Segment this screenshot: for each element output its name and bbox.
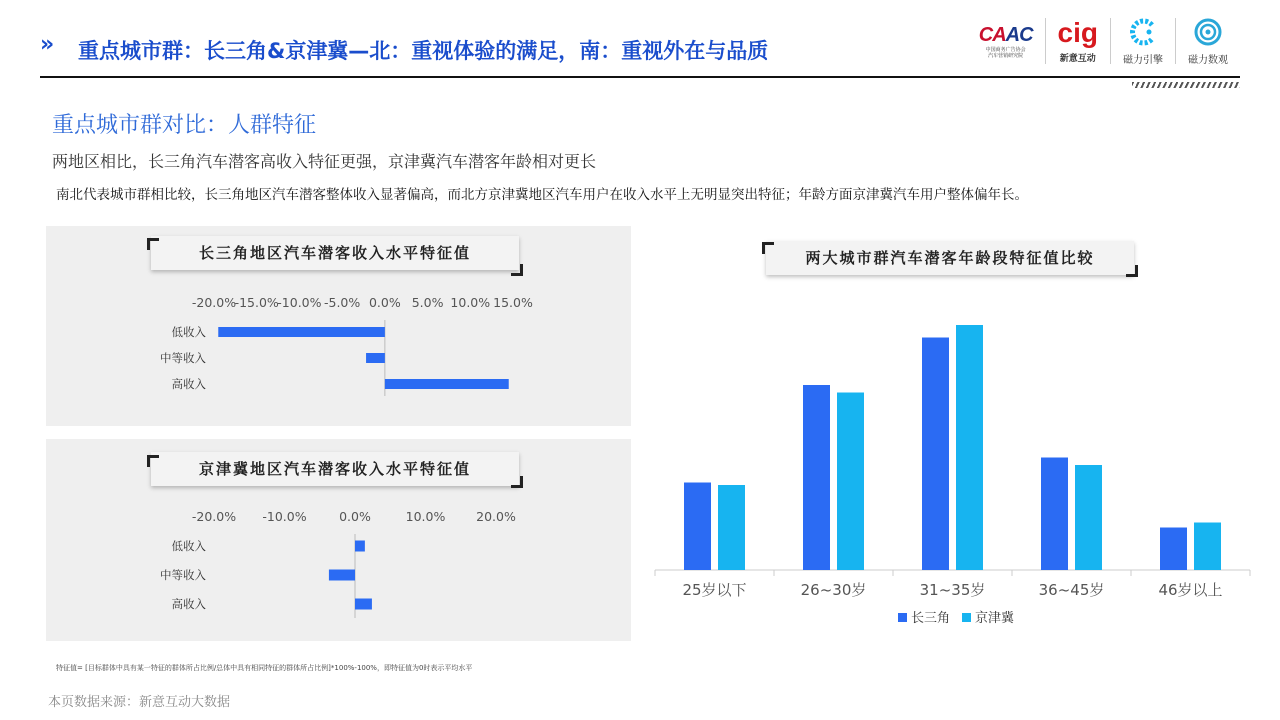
corner-bracket-icon	[147, 238, 159, 250]
corner-bracket-icon	[511, 264, 523, 276]
x-tick-label: 10.0%	[405, 509, 446, 524]
category-label: 低收入	[171, 325, 206, 339]
income-bar	[355, 599, 372, 610]
chart-title-age: 两大城市群汽车潜客年龄段特征值比较	[766, 241, 1134, 275]
category-label: 高收入	[171, 377, 206, 391]
cig-logo-mark: cig	[1057, 16, 1098, 48]
page-header	[0, 0, 1280, 80]
x-tick-label: 15.0%	[493, 295, 533, 310]
income-bar	[329, 570, 355, 581]
chart-age-groups	[640, 290, 1260, 640]
x-tick-label: 0.0%	[368, 295, 401, 310]
income-bar	[385, 379, 509, 389]
cig-logo-caption: 新意互动	[1059, 53, 1096, 64]
age-bar	[1041, 458, 1068, 571]
x-tick-label: 46岁以上	[1158, 581, 1223, 599]
age-bar	[922, 338, 949, 571]
x-tick-label: 20.0%	[476, 509, 516, 524]
clyq-logo	[1111, 14, 1175, 68]
category-label: 中等收入	[160, 568, 206, 582]
age-bar	[1160, 528, 1187, 571]
caac-logo	[967, 14, 1045, 68]
income-bar	[366, 353, 385, 363]
income-bar	[355, 541, 365, 552]
category-label: 中等收入	[160, 351, 206, 365]
hatch-decoration	[1132, 82, 1240, 88]
header-divider	[40, 76, 1240, 78]
legend-swatch	[898, 613, 907, 622]
legend-swatch	[962, 613, 971, 622]
clsg-logo-icon	[1193, 17, 1223, 47]
corner-bracket-icon	[1126, 265, 1138, 277]
x-tick-label: -15.0%	[234, 295, 279, 310]
corner-bracket-icon	[147, 455, 159, 467]
clyq-logo-caption: 磁力引擎	[1123, 54, 1163, 66]
x-tick-label: -5.0%	[324, 295, 361, 310]
age-bar	[1075, 465, 1102, 570]
x-tick-label: -20.0%	[191, 509, 237, 524]
age-bar	[684, 483, 711, 571]
section-title: 重点城市群对比：人群特征	[52, 113, 317, 138]
chart-title-bth-income: 京津冀地区汽车潜客收入水平特征值	[151, 452, 519, 486]
legend-label: 长三角	[911, 611, 951, 626]
x-tick-label: 26~30岁	[800, 581, 867, 599]
logo-bar	[967, 14, 1240, 68]
age-bar	[1194, 523, 1221, 571]
clsg-logo	[1176, 14, 1240, 68]
age-bar	[803, 385, 830, 570]
x-tick-label: 25岁以下	[682, 581, 747, 599]
age-bar	[956, 325, 983, 570]
cig-logo	[1046, 14, 1110, 68]
x-tick-label: 5.0%	[411, 295, 444, 310]
chart-yrd-income	[46, 286, 631, 416]
clyq-logo-icon	[1128, 17, 1158, 47]
x-tick-label: 31~35岁	[919, 581, 986, 599]
section-summary: 两地区相比，长三角汽车潜客高收入特征更强，京津冀汽车潜客年龄相对更长	[52, 152, 597, 171]
legend-label: 京津冀	[975, 611, 1015, 626]
x-tick-label: 10.0%	[450, 295, 491, 310]
category-label: 低收入	[171, 539, 206, 553]
title-arrows-icon: »	[40, 32, 49, 57]
footnote: 特征值= [目标群体中具有某一特征的群体所占比例/总体中具有相同特征的群体所占比例]*100%-100%，即特征值为0时表示平均水平	[56, 664, 473, 672]
income-bar	[218, 327, 385, 337]
clsg-logo-caption: 磁力数观	[1188, 54, 1228, 66]
x-tick-label: -20.0%	[191, 295, 237, 310]
caac-logo-sub1: 中国商务广告协会	[985, 46, 1026, 53]
page-title: 重点城市群：长三角&京津冀—北：重视体验的满足，南：重视外在与品质	[78, 39, 769, 63]
caac-logo-mark: CAAC	[978, 23, 1033, 46]
chart-bth-income	[46, 500, 631, 630]
chart-title-yrd-income: 长三角地区汽车潜客收入水平特征值	[151, 236, 519, 270]
caac-logo-sub2: 汽车营销研究院	[988, 52, 1024, 59]
corner-bracket-icon	[511, 476, 523, 488]
age-bar	[718, 485, 745, 570]
x-tick-label: 0.0%	[339, 509, 371, 524]
data-source: 本页数据来源：新意互动大数据	[48, 695, 231, 710]
age-bar	[837, 393, 864, 571]
section-detail: 南北代表城市群相比较，长三角地区汽车潜客整体收入显著偏高，而北方京津冀地区汽车用户在收入水平上无明显突出特征；年龄方面京津冀汽车用户整体偏年长。	[56, 187, 1028, 203]
x-tick-label: 36~45岁	[1038, 581, 1105, 599]
x-tick-label: -10.0%	[262, 509, 307, 524]
category-label: 高收入	[171, 597, 206, 611]
corner-bracket-icon	[762, 242, 774, 254]
x-tick-label: -10.0%	[277, 295, 322, 310]
